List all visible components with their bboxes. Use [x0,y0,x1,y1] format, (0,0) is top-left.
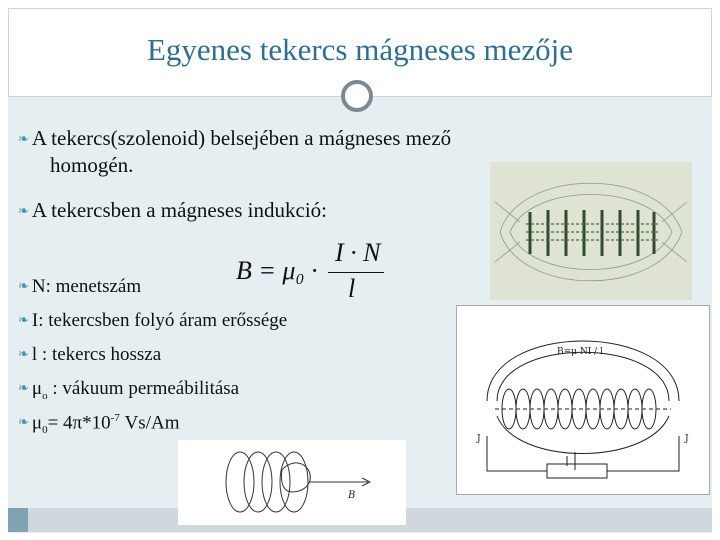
mu-symbol: μ [31,378,43,399]
circuit-illustration [457,306,709,494]
bullet-length [18,344,161,366]
title-circle-ornament [341,80,373,112]
hand-coil-illustration [178,440,406,525]
right-hand-rule-sketch [178,440,406,525]
circuit-right-label: J [685,434,689,444]
hand-b-label: B [348,490,356,501]
bullet-text-line1: A tekercs(szolenoid) belsejében a mágneses mező [31,126,452,150]
induction-formula [230,238,390,308]
formula-denominator: l [348,274,356,303]
bullet-permeability [18,378,239,402]
bullet-marker-icon: ❧ [18,380,29,395]
bullet-marker-icon: ❧ [18,414,29,430]
solenoid-circuit-diagram [456,305,710,495]
mu-subscript: 0 [42,424,48,437]
unit-text: Vs/Am [119,412,180,434]
solenoid-field-photo [490,162,692,300]
bullet-text: I: tekercsben folyó áram erőssége [31,310,288,331]
footer-square [8,508,28,532]
bullet-current [18,310,287,332]
bullet-turns [18,276,141,298]
bullet-induction [18,198,327,223]
bullet-text-line2: homogén. [50,153,134,177]
bullet-marker-icon: ❧ [18,131,29,146]
value-text: = 4π*10 [47,412,111,434]
bullet-text: l : tekercs hossza [31,344,162,365]
circuit-formula-label: B=μ NI / l [557,347,603,357]
circuit-left-label: J [477,434,481,444]
formula-lhs: B = μ₀ · [236,256,318,285]
mu-symbol: μ [31,412,43,434]
bullet-text: : vákuum permeábilitása [47,378,240,399]
bullet-marker-icon: ❧ [18,278,29,293]
bullet-permeability-value [18,412,179,436]
bullet-marker-icon: ❧ [18,312,29,327]
bullet-text: N: menetszám [31,276,142,297]
exponent: -7 [110,412,120,424]
bullet-text: A tekercsben a mágneses indukció: [31,198,327,222]
formula-numerator: I · N [335,238,381,267]
slide-title: Egyenes tekercs mágneses mezője [146,32,574,67]
bullet-marker-icon: ❧ [18,203,29,218]
fraction-bar [328,272,384,273]
bullet-marker-icon: ❧ [18,346,29,361]
mu-subscript: o [42,389,48,402]
iron-filings-illustration [490,162,692,300]
